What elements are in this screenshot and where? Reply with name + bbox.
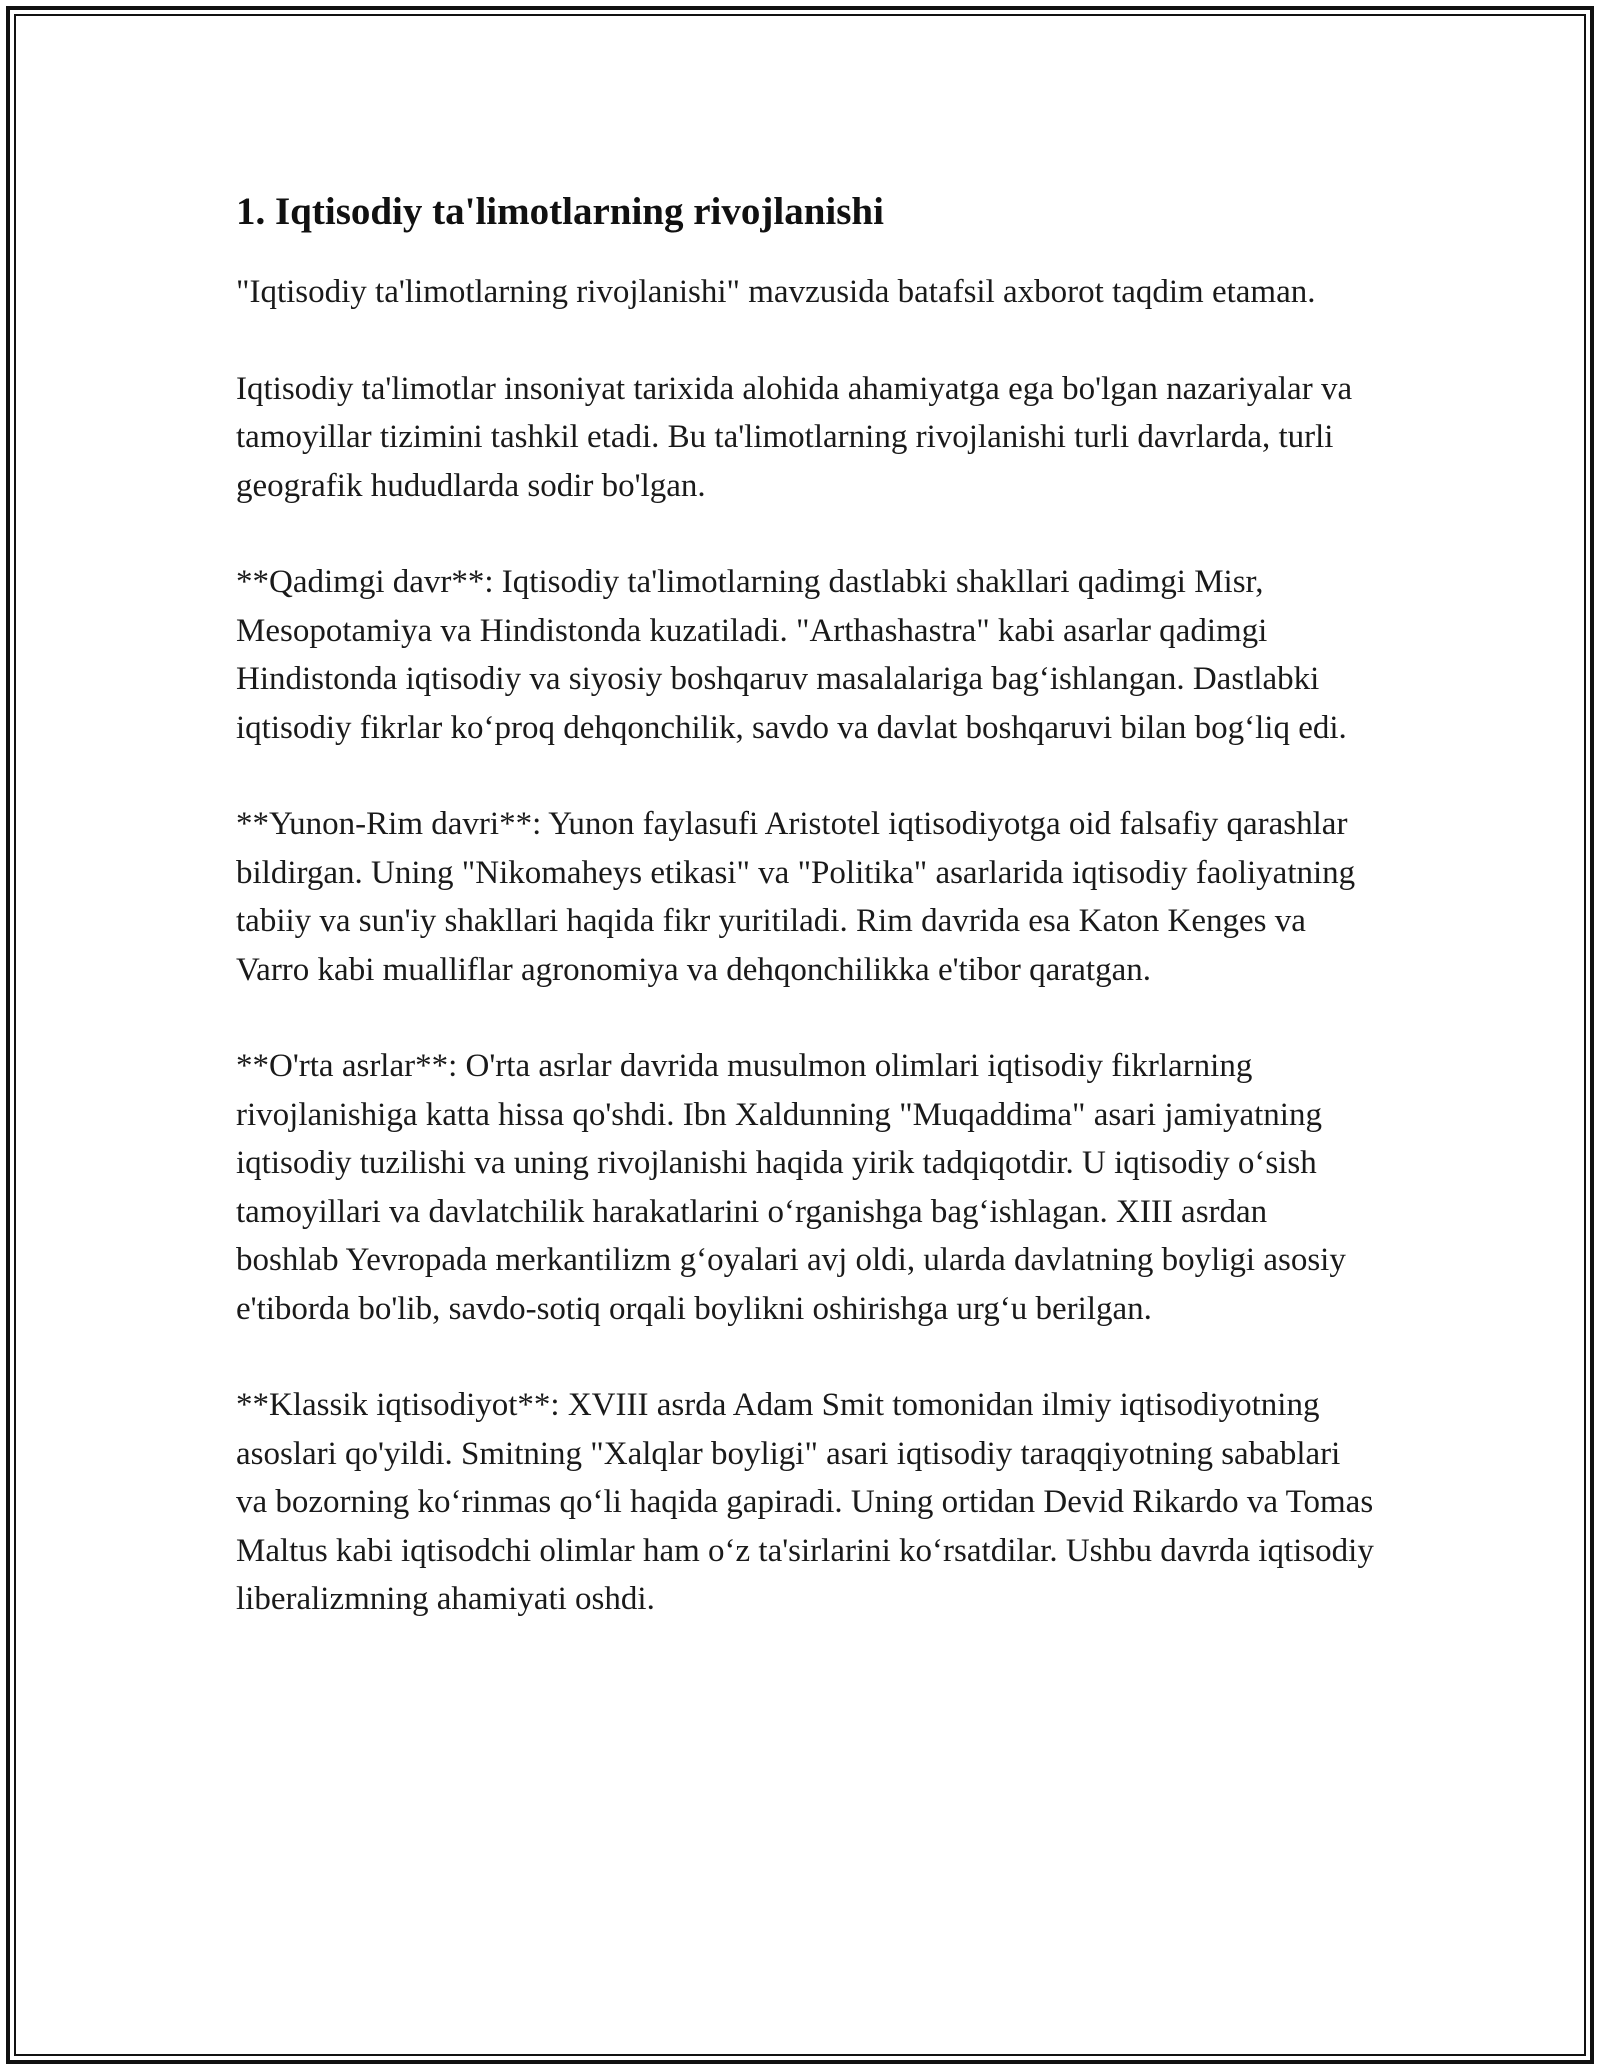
paragraph-intro: "Iqtisodiy ta'limotlarning rivojlanishi" mavzusida batafsil axborot taqdim etaman. <box>236 274 1316 310</box>
paragraph-classical-economics: **Klassik iqtisodiyot**: XVIII asrda Adam Smit tomonidan ilmiy iqtisodiyotning asoslari qo'yildi. Smitning "Xalqlar boyligi" asari iqtisodiy taraqqiyotning sabablari va bozorning ko‘rinmas qo‘li haqida gapiradi. Uning ortidan Devid Rikardo va Tomas Maltus kabi iqtisodchi olimlar ham o‘z ta'sirlarini ko‘rsatdilar. Ushbu davrda iqtisodiy liberalizmning ahamiyati oshdi. <box>236 1387 1374 1617</box>
paragraph-ancient-era: **Qadimgi davr**: Iqtisodiy ta'limotlarning dastlabki shakllari qadimgi Misr, Mesopotamiya va Hindistonda kuzatiladi. "Arthashastra" kabi asarlar qadimgi Hindistonda iqtisodiy va siyosiy boshqaruv masalalariga bag‘ishlangan. Dastlabki iqtisodiy fikrlar ko‘proq dehqonchilik, savdo va davlat boshqaruvi bilan bog‘liq edi. <box>236 564 1347 746</box>
paragraph-overview: Iqtisodiy ta'limotlar insoniyat tarixida alohida ahamiyatga ega bo'lgan nazariyalar va tamoyillar tizimini tashkil etadi. Bu ta'limotlarning rivojlanishi turli davrlarda, turli geografik hududlarda sodir bo'lgan. <box>236 370 1353 504</box>
document-body <box>236 186 1376 1624</box>
document-title: 1. Iqtisodiy ta'limotlarning rivojlanishi <box>236 190 884 233</box>
paragraph-greco-roman-era: **Yunon-Rim davri**: Yunon faylasufi Aristotel iqtisodiyotga oid falsafiy qarashlar bildirgan. Uning "Nikomaheys etikasi" va "Politika" asarlarida iqtisodiy faoliyatning tabiiy va sun'iy shakllari haqida fikr yuritiladi. Rim davrida esa Katon Kenges va Varro kabi mualliflar agronomiya va dehqonchilikka e'tibor qaratgan. <box>236 806 1356 988</box>
paragraph-middle-ages: **O'rta asrlar**: O'rta asrlar davrida musulmon olimlari iqtisodiy fikrlarning rivojlanishiga katta hissa qo'shdi. Ibn Xaldunning "Muqaddima" asari jamiyatning iqtisodiy tuzilishi va uning rivojlanishi haqida yirik tadqiqotdir. U iqtisodiy o‘sish tamoyillari va davlatchilik harakatlarini o‘rganishga bag‘ishlagan. XIII asrdan boshlab Yevropada merkantilizm g‘oyalari avj oldi, ularda davlatning boyligi asosiy e'tiborda bo'lib, savdo-sotiq orqali boylikni oshirishga urg‘u berilgan. <box>236 1048 1346 1327</box>
